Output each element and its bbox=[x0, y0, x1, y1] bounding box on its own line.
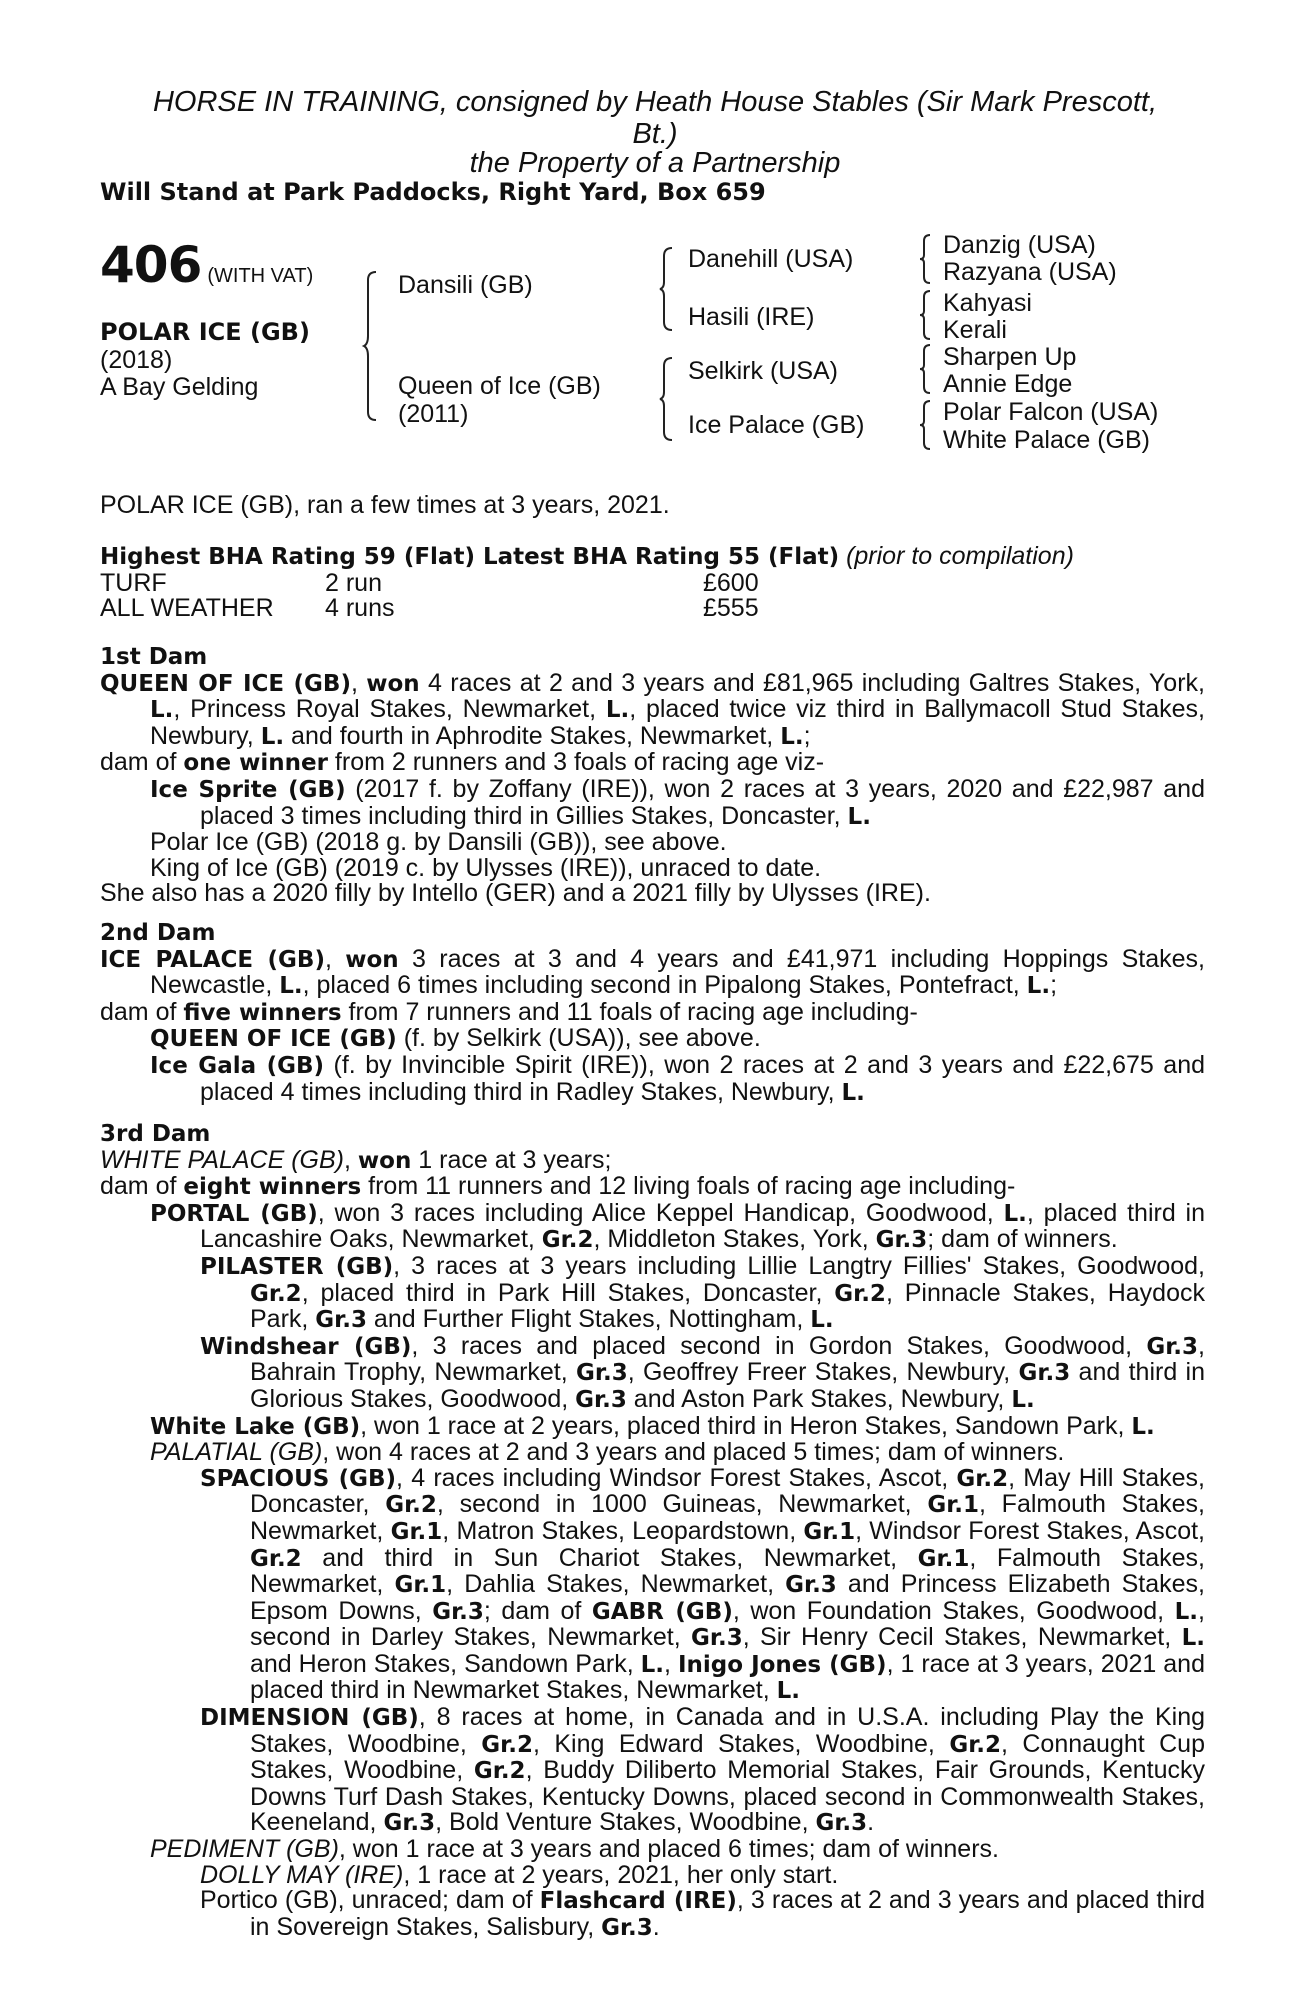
produce-entry: Windshear (GB), 3 races and placed second in Gordon Stakes, Goodwood, Gr.3, Bahrain Trophy, Newmarket, Gr.3, Geoffrey Freer Stakes, Newbury, Gr.3 and third in Glorious Stakes, Goodwood, Gr.3 and Aston Park Stakes, Newbury, L. bbox=[200, 1331, 1206, 1413]
produce-entry: SPACIOUS (GB), 4 races including Windsor Forest Stakes, Ascot, Gr.2, May Hill Stakes, Doncaster, Gr.2, second in 1000 Guineas, Newmarket, Gr.1, Falmouth Stakes, Newmarket, Gr.1, Matron Stakes, Leopardstown, Gr.1, Windsor Forest Stakes, Ascot, Gr.2 and third in Sun Chariot Stakes, Newmarket, Gr.1, Falmouth Stakes, Newmarket, Gr.1, Dahlia Stakes, Newmarket, Gr.3 and Princess Elizabeth Stakes, Epsom Downs, Gr.3; dam of GABR (GB), won Foundation Stakes, Goodwood, L., second in Darley Stakes, Newmarket, Gr.3, Sir Henry Cecil Stakes, Newmarket, L. and Heron Stakes, Sandown Park, L., Inigo Jones (GB), 1 race at 3 years, 2021 and placed third in Newmarket Stakes, Newmarket, L. bbox=[200, 1463, 1206, 1705]
produce-entry: Portico (GB), unraced; dam of Flashcard (IRE), 3 races at 2 and 3 years and placed third in Sovereign Stakes, Salisbury, Gr.3. bbox=[200, 1886, 1205, 1941]
ratings-line bbox=[100, 544, 1205, 571]
surface: ALL WEATHER bbox=[100, 594, 274, 623]
bha-ratings: Highest BHA Rating 59 (Flat) Latest BHA Rating 55 (Flat) bbox=[100, 544, 840, 570]
produce-entry: Ice Sprite (GB) (2017 f. by Zoffany (IRE)), won 2 races at 3 years, 2020 and £22,987 and placed 3 times including third in Gillies Stakes, Doncaster, L. bbox=[150, 774, 1205, 830]
ratings-row bbox=[100, 568, 1205, 597]
first-dam-section bbox=[100, 645, 1205, 907]
gen3-8: White Palace (GB) bbox=[943, 426, 1151, 454]
third-dam-section bbox=[100, 1122, 1205, 1941]
produce-entry: PORTAL (GB), won 3 races including Alice Keppel Handicap, Goodwood, L., placed third in Lancashire Oaks, Newmarket, Gr.2, Middleton Stakes, York, Gr.3; dam of winners. bbox=[150, 1198, 1205, 1254]
horse-description: A Bay Gelding bbox=[100, 373, 259, 401]
section-heading: 1st Dam bbox=[100, 644, 208, 670]
foaling-year: (2018) bbox=[100, 346, 173, 374]
consignor-line: HORSE IN TRAINING, consigned by Heath House Stables (Sir Mark Prescott, bbox=[152, 86, 1158, 118]
produce-entry: Ice Gala (GB) (f. by Invincible Spirit (IRE)), won 2 races at 2 and 3 years and £22,675 and placed 4 times including third in Radley Stakes, Newbury, L. bbox=[150, 1050, 1205, 1106]
dam-paragraph: ICE PALACE (GB), won 3 races at 3 and 4 years and £41,971 including Hoppings Stakes, Newcastle, L., placed 6 times including second in Pipalong Stakes, Pontefract, L.; bbox=[100, 944, 1205, 1000]
sire: Dansili (GB) bbox=[398, 271, 533, 299]
sire-sire: Danehill (USA) bbox=[688, 245, 854, 273]
second-dam-section bbox=[100, 921, 1205, 1106]
consignor-line-cont: Bt.) bbox=[632, 118, 678, 150]
produce-entry: PALATIAL (GB), won 4 races at 2 and 3 years and placed 5 times; dam of winners. bbox=[150, 1438, 1065, 1467]
race-summary bbox=[100, 493, 1205, 519]
earnings: £555 bbox=[703, 594, 759, 623]
gen3-3: Kahyasi bbox=[943, 289, 1032, 317]
location-line: Will Stand at Park Paddocks, Right Yard, Box 659 bbox=[100, 178, 766, 206]
horse-name: POLAR ICE (GB) bbox=[100, 318, 310, 346]
produce-entry: DOLLY MAY (IRE), 1 race at 2 years, 2021, her only start. bbox=[200, 1860, 839, 1889]
gen3-6: Annie Edge bbox=[943, 370, 1073, 398]
gen3-1: Danzig (USA) bbox=[943, 231, 1096, 259]
dam: Queen of Ice (GB) bbox=[398, 372, 601, 400]
produce-entry: DIMENSION (GB), 8 races at home, in Canada and in U.S.A. including Play the King Stakes, Woodbine, Gr.2, King Edward Stakes, Woodbine, Gr.2, Connaught Cup Stakes, Woodbine, Gr.2, Buddy Diliberto Memorial Stakes, Fair Grounds, Kentucky Downs Turf Dash Stakes, Kentucky Downs, placed second in Commonwealth Stakes, Keeneland, Gr.3, Bold Venture Stakes, Woodbine, Gr.3. bbox=[200, 1703, 1205, 1837]
produce-entry: King of Ice (GB) (2019 c. by Ulysses (IRE)), unraced to date. bbox=[150, 853, 822, 882]
pedigree-bracket-sd bbox=[920, 289, 934, 341]
gen3-4: Kerali bbox=[943, 316, 1007, 344]
section-heading: 2nd Dam bbox=[100, 920, 216, 946]
sire-dam: Hasili (IRE) bbox=[688, 303, 815, 331]
produce-note: She also has a 2020 filly by Intello (GER) and a 2021 filly by Ulysses (IRE). bbox=[100, 879, 931, 908]
gen3-2: Razyana (USA) bbox=[943, 258, 1117, 286]
dam-sire: Selkirk (USA) bbox=[688, 357, 839, 385]
ratings-note: (prior to compilation) bbox=[846, 542, 1074, 570]
dam-paragraph: QUEEN OF ICE (GB), won 4 races at 2 and 3 years and £81,965 including Galtres Stakes, York, L., Princess Royal Stakes, Newmarket, L., placed twice viz third in Ballymacoll Stud Stakes, Newbury, L. and fourth in Aphrodite Stakes, Newmarket, L.; bbox=[100, 668, 1205, 750]
pedigree-bracket-ds bbox=[920, 343, 934, 395]
pedigree-bracket-main bbox=[364, 270, 380, 422]
earnings: £600 bbox=[703, 568, 759, 597]
ratings-row bbox=[100, 596, 1205, 622]
produce-entry: Polar Ice (GB) (2018 g. by Dansili (GB)), see above. bbox=[150, 828, 727, 857]
pedigree-bracket-ss bbox=[920, 233, 934, 285]
dam-year: (2011) bbox=[398, 400, 469, 428]
pedigree-bracket-dam bbox=[660, 356, 676, 442]
dam-paragraph: WHITE PALACE (GB), won 1 race at 3 years; bbox=[100, 1145, 612, 1174]
gen3-5: Sharpen Up bbox=[943, 343, 1077, 371]
gen3-7: Polar Falcon (USA) bbox=[943, 398, 1159, 426]
runs: 2 run bbox=[325, 568, 382, 597]
produce-intro: dam of five winners from 7 runners and 11 foals of racing age including- bbox=[100, 997, 918, 1026]
ratings-block bbox=[100, 544, 1205, 622]
pedigree-bracket-sire bbox=[660, 246, 676, 332]
summary-text: POLAR ICE (GB), ran a few times at 3 years, 2021. bbox=[100, 491, 670, 519]
produce-entry: White Lake (GB), won 1 race at 2 years, placed third in Heron Stakes, Sandown Park, L. bbox=[150, 1411, 1155, 1440]
lot-number-block bbox=[100, 236, 313, 294]
owner-line: the Property of a Partnership bbox=[469, 147, 841, 179]
section-heading: 3rd Dam bbox=[100, 1121, 211, 1147]
produce-entry: QUEEN OF ICE (GB) (f. by Selkirk (USA)), see above. bbox=[150, 1024, 761, 1053]
dam-dam: Ice Palace (GB) bbox=[688, 411, 865, 439]
produce-intro: dam of eight winners from 11 runners and 12 living foals of racing age including- bbox=[100, 1172, 1016, 1201]
produce-entry: PILASTER (GB), 3 races at 3 years including Lillie Langtry Fillies' Stakes, Goodwood, Gr.2, placed third in Park Hill Stakes, Doncaster, Gr.2, Pinnacle Stakes, Haydock Park, Gr.3 and Further Flight Stakes, Nottingham, L. bbox=[200, 1251, 1205, 1334]
surface: TURF bbox=[100, 568, 167, 597]
produce-intro: dam of one winner from 2 runners and 3 foals of racing age viz- bbox=[100, 748, 825, 777]
runs: 4 runs bbox=[325, 594, 395, 623]
lot-number: 406 bbox=[100, 236, 202, 294]
produce-entry: PEDIMENT (GB), won 1 race at 3 years and placed 6 times; dam of winners. bbox=[150, 1835, 999, 1864]
pedigree-bracket-dd bbox=[920, 399, 934, 451]
vat-note: (WITH VAT) bbox=[207, 265, 314, 287]
